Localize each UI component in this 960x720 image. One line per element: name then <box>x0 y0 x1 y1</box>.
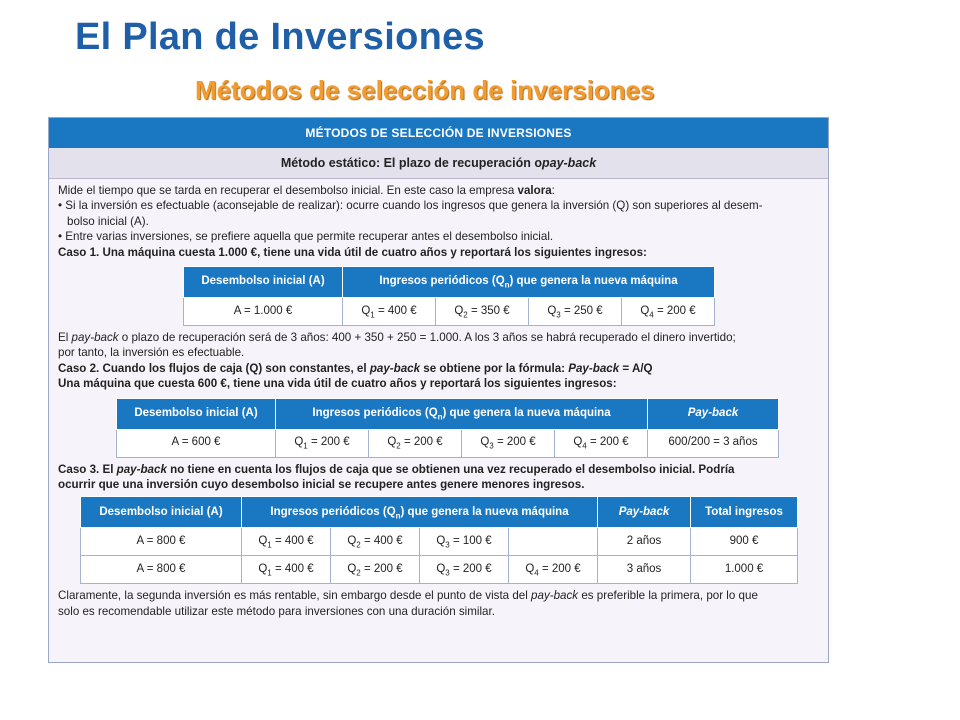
q1-val: = 400 € <box>271 563 314 576</box>
th-ingresos-sub: n <box>437 412 443 422</box>
q-letter: Q <box>347 535 357 548</box>
table-caso-2 <box>116 398 779 458</box>
q2-sub: 2 <box>356 568 361 578</box>
table-caso-3 <box>80 496 798 584</box>
q4-val: = 200 € <box>586 436 629 449</box>
panel-header: MÉTODOS DE SELECCIÓN DE INVERSIONES <box>49 118 828 148</box>
q4-sub: 4 <box>534 568 539 578</box>
caso-2-heading <box>58 361 820 376</box>
bullet-2-text: Entre varias inversiones, se prefiere aquella que permite recuperar antes el desembolso inicial. <box>65 230 554 244</box>
cell-q3 <box>420 556 509 584</box>
subheader-em: pay-back <box>541 156 597 170</box>
caso2-a: Caso 2. Cuando los flujos de caja (Q) son constantes, el <box>58 361 370 375</box>
q1-sub: 1 <box>303 441 308 451</box>
th-desembolso: Desembolso inicial (A) <box>81 497 242 528</box>
th-ingresos-b: ) que genera la nueva máquina <box>442 406 611 419</box>
caso2-b: se obtiene por la fórmula: <box>420 361 569 375</box>
q-letter: Q <box>525 563 535 576</box>
q2-val: = 350 € <box>467 304 510 317</box>
intro-paragraph <box>58 183 820 198</box>
cell-q3 <box>420 528 509 556</box>
cell-a: A = 800 € <box>81 556 242 584</box>
th-total: Total ingresos <box>691 497 798 528</box>
cell-q4: $Q_4 = 200$ € <box>622 298 715 326</box>
q3-val: = 200 € <box>493 436 536 449</box>
cell-a: A = 1.000 € <box>184 298 343 326</box>
th-ingresos-b: ) que genera la nueva máquina <box>400 505 569 518</box>
caso-3-heading <box>58 462 820 477</box>
q3-sub: 3 <box>489 441 494 451</box>
q-letter: Q <box>258 535 268 548</box>
cell-q4-empty <box>509 528 598 556</box>
cell-q1: $Q_1 = 200$ € <box>276 429 369 457</box>
after1-em: pay-back <box>71 331 119 345</box>
subheader-text: Método estático: El plazo de recuperación o <box>280 156 542 170</box>
q-letter: Q <box>258 563 268 576</box>
q3-sub: 3 <box>445 568 450 578</box>
panel-content <box>49 179 828 619</box>
final-em: pay-back <box>531 589 579 603</box>
q-letter: Q <box>347 563 357 576</box>
table-row <box>81 528 798 556</box>
q3-val: = 250 € <box>560 304 603 317</box>
intro-colon: : <box>551 184 555 197</box>
bullet-2 <box>58 229 820 244</box>
table-row <box>81 556 798 584</box>
cell-a: A = 800 € <box>81 528 242 556</box>
page-subtitle: Métodos de selección de inversiones <box>195 75 655 105</box>
cell-q4 <box>509 556 598 584</box>
q2-sub: 2 <box>396 441 401 451</box>
bullet-1-text: Si la inversión es efectuable (aconsejable de realizar): ocurre cuando los ingresos que genera la inversión (Q) son superiores al desem- <box>65 199 763 213</box>
after1-el: El <box>58 331 72 345</box>
after1-rest: o plazo de recuperación será de 3 años: 400 + 350 + 250 = 1.000. A los 3 años se habrá recuperado el dinero invertido; <box>118 331 736 345</box>
intro-text: Mide el tiempo que se tarda en recuperar el desembolso inicial. En este caso la empresa <box>58 184 518 197</box>
caso-1-heading: Caso 1. Una máquina cuesta 1.000 €, tiene una vida útil de cuatro años y reportará los siguientes ingresos: <box>58 245 647 259</box>
cell-q1 <box>242 556 331 584</box>
cell-q3: $Q_3 = 250$ € <box>529 298 622 326</box>
cell-q2: $Q_2 = 200$ € <box>369 429 462 457</box>
q1-val: = 400 € <box>271 535 314 548</box>
caso2-em2: Pay-back <box>568 361 620 375</box>
caso2-c: = A/Q <box>619 361 653 375</box>
th-ingresos-a: Ingresos periódicos (Q <box>270 505 396 518</box>
th-payback <box>598 497 691 528</box>
q4-sub: 4 <box>582 441 587 451</box>
q2-sub: 2 <box>463 310 468 320</box>
th-ingresos-a: Ingresos periódicos (Q <box>312 406 438 419</box>
cell-q1 <box>242 528 331 556</box>
q4-val: = 200 € <box>538 563 581 576</box>
caso3-em: pay-back <box>116 462 167 476</box>
th-payback-text: Pay-back <box>687 406 739 419</box>
bullet-1 <box>58 198 820 213</box>
after-caso-1-line2: por tanto, la inversión es efectuable. <box>58 346 245 360</box>
final-b: es preferible la primera, por lo que <box>578 589 758 603</box>
q1-sub: 1 <box>267 540 272 550</box>
panel-subheader <box>49 148 828 179</box>
th-ingresos-a: Ingresos periódicos (Q <box>379 275 505 288</box>
th-ingresos <box>276 398 648 429</box>
q3-val: = 100 € <box>449 535 492 548</box>
cell-q2 <box>331 556 420 584</box>
q4-val: = 200 € <box>653 304 696 317</box>
table-row <box>184 298 715 326</box>
q2-val: = 400 € <box>360 535 403 548</box>
q-letter: Q <box>436 563 446 576</box>
caso-3-line2: ocurrir que una inversión cuyo desembolso inicial se recupere antes genere menores ingresos. <box>58 478 585 492</box>
q1-sub: 1 <box>370 310 375 320</box>
q3-sub: 3 <box>445 540 450 550</box>
cell-total: 900 € <box>691 528 798 556</box>
cell-payback: 3 años <box>598 556 691 584</box>
caso3-b: no tiene en cuenta los flujos de caja que se obtienen una vez recuperado el desembolso inicial. Podría <box>166 462 735 476</box>
cell-total: 1.000 € <box>691 556 798 584</box>
th-ingresos <box>343 267 715 298</box>
q2-val: = 200 € <box>360 563 403 576</box>
cell-q4: $Q_4 = 200$ € <box>555 429 648 457</box>
cell-q3: $Q_3 = 200$ € <box>462 429 555 457</box>
q2-val: = 200 € <box>400 436 443 449</box>
final-paragraph-line2: solo es recomendable utilizar este método para inversiones con una duración similar. <box>58 604 495 618</box>
q1-val: = 400 € <box>374 304 417 317</box>
q1-sub: 1 <box>267 568 272 578</box>
q2-sub: 2 <box>356 540 361 550</box>
cell-q2: $Q_2 = 350$ € <box>436 298 529 326</box>
q-letter: Q <box>436 535 446 548</box>
caso3-a: Caso 3. El <box>58 462 117 476</box>
th-desembolso: Desembolso inicial (A) <box>184 267 343 298</box>
after-caso-1-line1 <box>58 330 820 345</box>
th-ingresos-sub: n <box>395 511 401 521</box>
intro-bold: valora <box>517 184 552 197</box>
final-a: Claramente, la segunda inversión es más rentable, sin embargo desde el punto de vista del <box>58 589 532 603</box>
cell-a: A = 600 € <box>117 429 276 457</box>
methods-panel <box>48 117 829 663</box>
q3-val: = 200 € <box>449 563 492 576</box>
cell-q2 <box>331 528 420 556</box>
cell-payback: 600/200 = 3 años <box>648 429 779 457</box>
final-paragraph-line1 <box>58 588 820 603</box>
q3-sub: 3 <box>556 310 561 320</box>
q4-sub: 4 <box>649 310 654 320</box>
cell-payback: 2 años <box>598 528 691 556</box>
caso2-em: pay-back <box>369 361 421 375</box>
bullet-1-cont: bolso inicial (A). <box>67 214 149 228</box>
th-ingresos-sub: n <box>504 280 510 290</box>
th-payback-text: Pay-back <box>618 505 670 518</box>
th-ingresos-b: ) que genera la nueva máquina <box>509 275 678 288</box>
table-row <box>117 429 779 457</box>
th-desembolso: Desembolso inicial (A) <box>117 398 276 429</box>
th-payback <box>648 398 779 429</box>
page-title: El Plan de Inversiones <box>75 16 485 58</box>
q1-val: = 200 € <box>307 436 350 449</box>
caso-2-line2: Una máquina que cuesta 600 €, tiene una vida útil de cuatro años y reportará los siguientes ingresos: <box>58 377 617 391</box>
th-ingresos <box>242 497 598 528</box>
cell-q1: $Q_1 = 400$ € <box>343 298 436 326</box>
table-caso-1 <box>183 266 715 326</box>
